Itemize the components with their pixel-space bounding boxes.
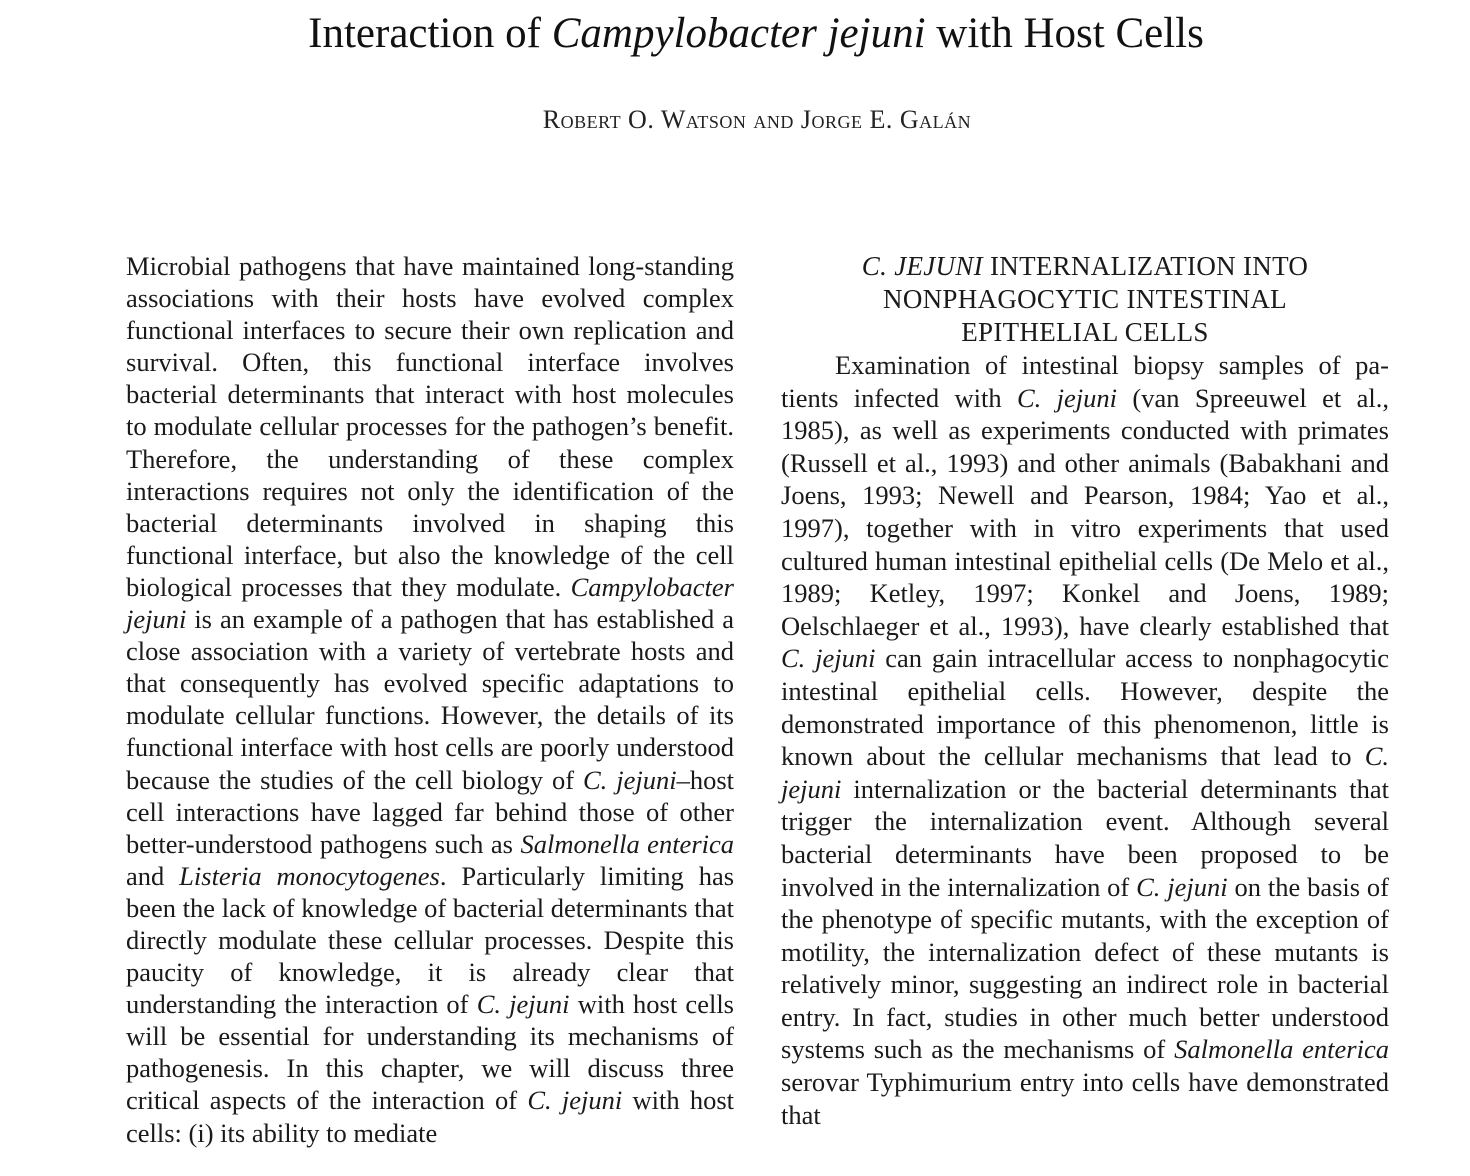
text-segment: is an example of a pathogen that has established a close association with a variety of vertebrate hosts and that consequently has evolved specific adaptations to modulate cellular functions. However, the details of its functional interface with host cells are poorly understood because the studies of the cell biology of bbox=[126, 604, 734, 795]
heading-line-2: NONPHAGOCYTIC INTESTINAL bbox=[883, 284, 1287, 314]
species-name: C. jejuni bbox=[1017, 382, 1118, 413]
text-segment: and bbox=[126, 860, 180, 891]
text-segment: with host cells: (i) its ability to mediate bbox=[126, 1085, 734, 1148]
text-segment: . Particularly limiting has been the lack of knowledge of bacterial determinants that directly modulate these cellular processes. Despite this paucity of knowledge, it is already clear that understanding the interaction of bbox=[126, 860, 735, 1020]
species-name: Salmonella enterica bbox=[1174, 1034, 1389, 1065]
species-name: C. jejuni bbox=[1136, 871, 1228, 902]
intro-paragraph bbox=[126, 250, 734, 1149]
text-segment: on the basis of the phenotype of specific mutants, with the exception of motility, the internalization defect of these mutants is relatively minor, suggesting an indirect role in bacterial entry. In fact, studies in other much better understood systems such as the mechanisms of bbox=[781, 871, 1390, 1065]
text-segment: internalization or the bacterial determinants that trigger the internalization event. Although several bacterial determinants have been proposed to be involved in the internalization of bbox=[781, 773, 1389, 902]
section-heading bbox=[781, 250, 1389, 349]
heading-species: C. JEJUNI bbox=[861, 251, 983, 281]
species-name: C. jejuni bbox=[781, 643, 876, 674]
section-paragraph bbox=[781, 349, 1389, 1131]
author-line: Robert O. Watson and Jorge E. Galán bbox=[542, 105, 972, 134]
species-name: C. jejuni bbox=[476, 989, 570, 1020]
species-name: C. jejuni bbox=[781, 741, 1389, 804]
species-name: Campylobacter jejuni bbox=[126, 571, 734, 635]
text-segment: –host cell interactions have lagged far behind those of other better-understood pathogens such as bbox=[126, 764, 734, 859]
text-segment: serovar Typhimurium entry into cells have demonstrated that bbox=[781, 1067, 1389, 1130]
title-species: Campylobacter jejuni bbox=[551, 10, 926, 57]
text-segment: Microbial pathogens that have maintained long-standing associations with their hosts have evolved complex functional interfaces to secure their own replication and survival. Often, this functional interface involves bacterial determinants that interact with host molecules to modulate cellular processes for the pathogen’s benefit. Therefore, the understanding of these complex interactions requires not only the identification of the bacterial determinants involved in shaping this functional interface, but also the knowledge of the cell biological processes that they modulate. bbox=[126, 251, 734, 602]
text-segment: can gain intracellular access to nonphagocytic intestinal epithelial cells. However, despite the demonstrated importance of this phenomenon, little is known about the cellular mechanisms that lead to bbox=[781, 643, 1389, 772]
left-column bbox=[126, 250, 734, 1149]
species-name: Salmonella enterica bbox=[520, 828, 735, 859]
heading-line-1: INTERNALIZATION INTO bbox=[982, 251, 1309, 281]
chapter-title bbox=[0, 8, 1470, 60]
text-segment: Examination of intestinal biopsy samples of patients infected with bbox=[781, 350, 1389, 413]
species-name: C. jejuni bbox=[527, 1085, 623, 1116]
right-column bbox=[781, 250, 1389, 1131]
text-segment: with host cells will be essential for understanding its mechanisms of pathogenesis. In this chapter, we will discuss three critical aspects of the interaction of bbox=[126, 989, 734, 1116]
species-name: Listeria monocytogenes bbox=[179, 860, 440, 891]
title-suffix: with Host Cells bbox=[925, 10, 1204, 57]
heading-line-3: EPITHELIAL CELLS bbox=[961, 317, 1209, 347]
species-name: C. jejuni bbox=[582, 764, 677, 795]
title-prefix: Interaction of bbox=[308, 10, 552, 57]
text-segment: (van Spreeuwel et al., 1985), as well as experiments conducted with primates (Russell et al., 1993) and other animals (Babakhani and Joens, 1993; Newell and Pearson, 1984; Yao et al., 1997), together with in vitro experiments that used cultured human intestinal epithelial cells (De Melo et al., 1989; Ketley, 1997; Konkel and Joens, 1989; Oelschlaeger et al., 1993), have clearly established that bbox=[781, 382, 1389, 641]
